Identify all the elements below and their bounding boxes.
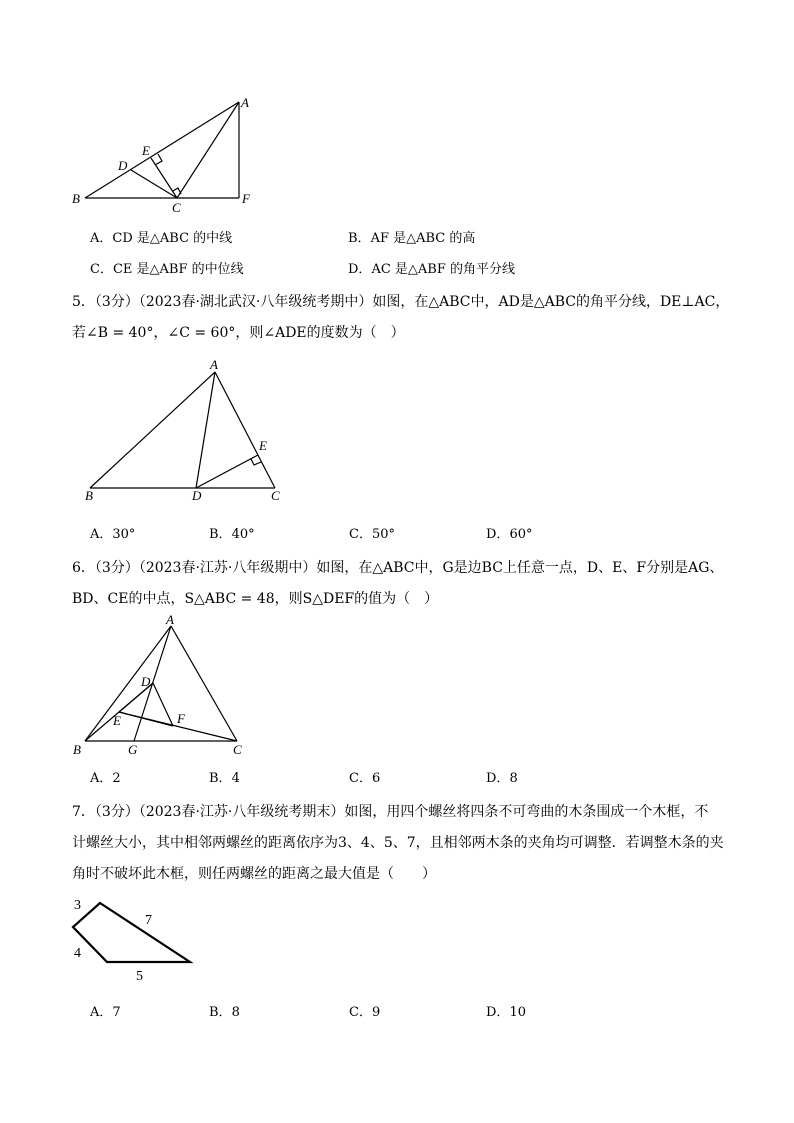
q7-side-label-5: 5 — [136, 969, 143, 984]
q5-label-A: A — [210, 360, 218, 372]
option-letter: A． — [90, 1005, 113, 1020]
q4-figure — [60, 90, 280, 215]
q5-segment-AB — [90, 372, 215, 488]
q5-option-b — [209, 527, 255, 543]
q7-stem-line1: 7．（3分）（2023春·江苏·八年级统考期末）如图，用四个螺丝将四条不可弯曲的木条围成一个木框，不 — [72, 804, 709, 820]
option-text: AF 是△ABC 的高 — [370, 231, 476, 246]
option-letter: C． — [349, 527, 372, 542]
option-letter: A． — [90, 771, 113, 786]
q7-side-label-7: 7 — [145, 913, 152, 928]
option-letter: C． — [90, 262, 113, 277]
q4-segment-AB — [85, 102, 239, 198]
option-letter: C． — [349, 771, 372, 786]
option-text: 6 — [371, 771, 381, 786]
q6-option-b — [209, 771, 240, 787]
option-text: CD 是△ABC 的中线 — [112, 231, 233, 246]
q6-option-d — [486, 771, 518, 787]
q4-label-A: A — [241, 95, 249, 110]
q6-label-A: A — [166, 612, 174, 627]
q6-segment-DF — [153, 683, 173, 726]
q6-label-D: D — [141, 674, 151, 689]
q4-segment-CE — [151, 158, 177, 198]
q4-label-D: D — [118, 158, 128, 173]
q6-segment-AB — [85, 626, 171, 741]
q4-option-c — [90, 262, 244, 278]
q5-figure — [75, 360, 295, 510]
option-text: 2 — [112, 771, 121, 786]
q5-label-B: B — [85, 488, 93, 503]
option-text: 8 — [231, 1005, 240, 1020]
q6-option-c — [349, 771, 380, 787]
q7-stem-line2: 计螺丝大小，其中相邻两螺丝的距离依序为3、4、5、7，且相邻两木条的夹角均可调整．若调整木条的夹 — [72, 835, 724, 851]
q6-segment-EF — [119, 712, 173, 726]
q7-side-label-3: 3 — [74, 898, 81, 913]
q7-option-b — [209, 1005, 240, 1021]
option-letter: D． — [486, 771, 510, 786]
q5-stem-line1: 5．（3分）（2023春·湖北武汉·八年级统考期中）如图，在△ABC中，AD是△ABC的角平分线，DE⊥AC， — [72, 294, 730, 310]
q4-label-C: C — [172, 200, 181, 215]
option-letter: B． — [209, 771, 232, 786]
option-letter: D． — [486, 527, 510, 542]
q5-right-angle-E — [251, 459, 261, 465]
option-letter: B． — [348, 231, 371, 246]
q5-option-a — [90, 527, 135, 543]
q4-option-d — [348, 262, 515, 278]
q5-segment-AC — [215, 372, 275, 488]
option-letter: D． — [348, 262, 372, 277]
q5-option-c — [349, 527, 395, 543]
q4-segment-AC — [177, 102, 239, 198]
q7-figure — [65, 893, 205, 988]
option-text: 4 — [231, 771, 240, 786]
q4-option-b — [348, 231, 475, 247]
q4-label-F: F — [242, 191, 250, 206]
option-letter: D． — [486, 1005, 510, 1020]
option-text: AC 是△ABF 的角平分线 — [371, 262, 515, 277]
option-letter: B． — [209, 527, 232, 542]
q7-option-d — [486, 1005, 526, 1021]
q7-side-label-4: 4 — [74, 946, 81, 961]
q6-label-B: B — [73, 742, 81, 757]
q6-figure — [65, 612, 265, 762]
q5-label-E: E — [259, 438, 267, 453]
q6-label-C: C — [233, 742, 242, 757]
option-text: 10 — [509, 1005, 526, 1020]
q4-right-angle-E — [155, 154, 162, 165]
q5-segment-DE — [196, 455, 258, 488]
option-text: 9 — [371, 1005, 381, 1020]
q7-option-a — [90, 1005, 121, 1021]
option-text: 60° — [509, 527, 533, 542]
q6-stem-line1: 6．（3分）（2023春·江苏·八年级期中）如图，在△ABC中，G是边BC上任意一点，D、E、F分别是AG、 — [72, 560, 724, 576]
q7-option-c — [349, 1005, 380, 1021]
q5-stem-line2: 若∠B = 40°，∠C = 60°，则∠ADE的度数为（ ） — [72, 325, 405, 341]
option-text: 7 — [112, 1005, 121, 1020]
q4-segment-CD — [131, 170, 177, 198]
option-text: CE 是△ABF 的中位线 — [112, 262, 244, 277]
option-text: 8 — [509, 771, 518, 786]
option-text: 40° — [231, 527, 255, 542]
q6-stem-line2: BD、CE的中点，S△ABC = 48，则S△DEF的值为（ ） — [72, 591, 439, 607]
option-letter: C． — [349, 1005, 372, 1020]
q4-label-E: E — [142, 143, 150, 158]
option-letter: A． — [90, 527, 113, 542]
q4-option-a — [90, 231, 232, 247]
q5-segment-AD — [196, 372, 215, 488]
option-letter: A． — [90, 231, 113, 246]
q7-stem-line3: 角时不破坏此木框，则任两螺丝的距离之最大值是（ ） — [72, 866, 436, 882]
q4-label-B: B — [72, 191, 80, 206]
option-text: 50° — [371, 527, 395, 542]
q5-label-C: C — [271, 488, 280, 503]
q7-quadrilateral-frame — [73, 903, 190, 962]
q6-label-G: G — [128, 742, 138, 757]
q5-option-d — [486, 527, 532, 543]
q6-label-F: F — [177, 711, 185, 726]
q6-label-E: E — [113, 713, 121, 728]
q5-label-D: D — [192, 488, 202, 503]
option-letter: B． — [209, 1005, 232, 1020]
option-text: 30° — [112, 527, 136, 542]
q6-option-a — [90, 771, 121, 787]
